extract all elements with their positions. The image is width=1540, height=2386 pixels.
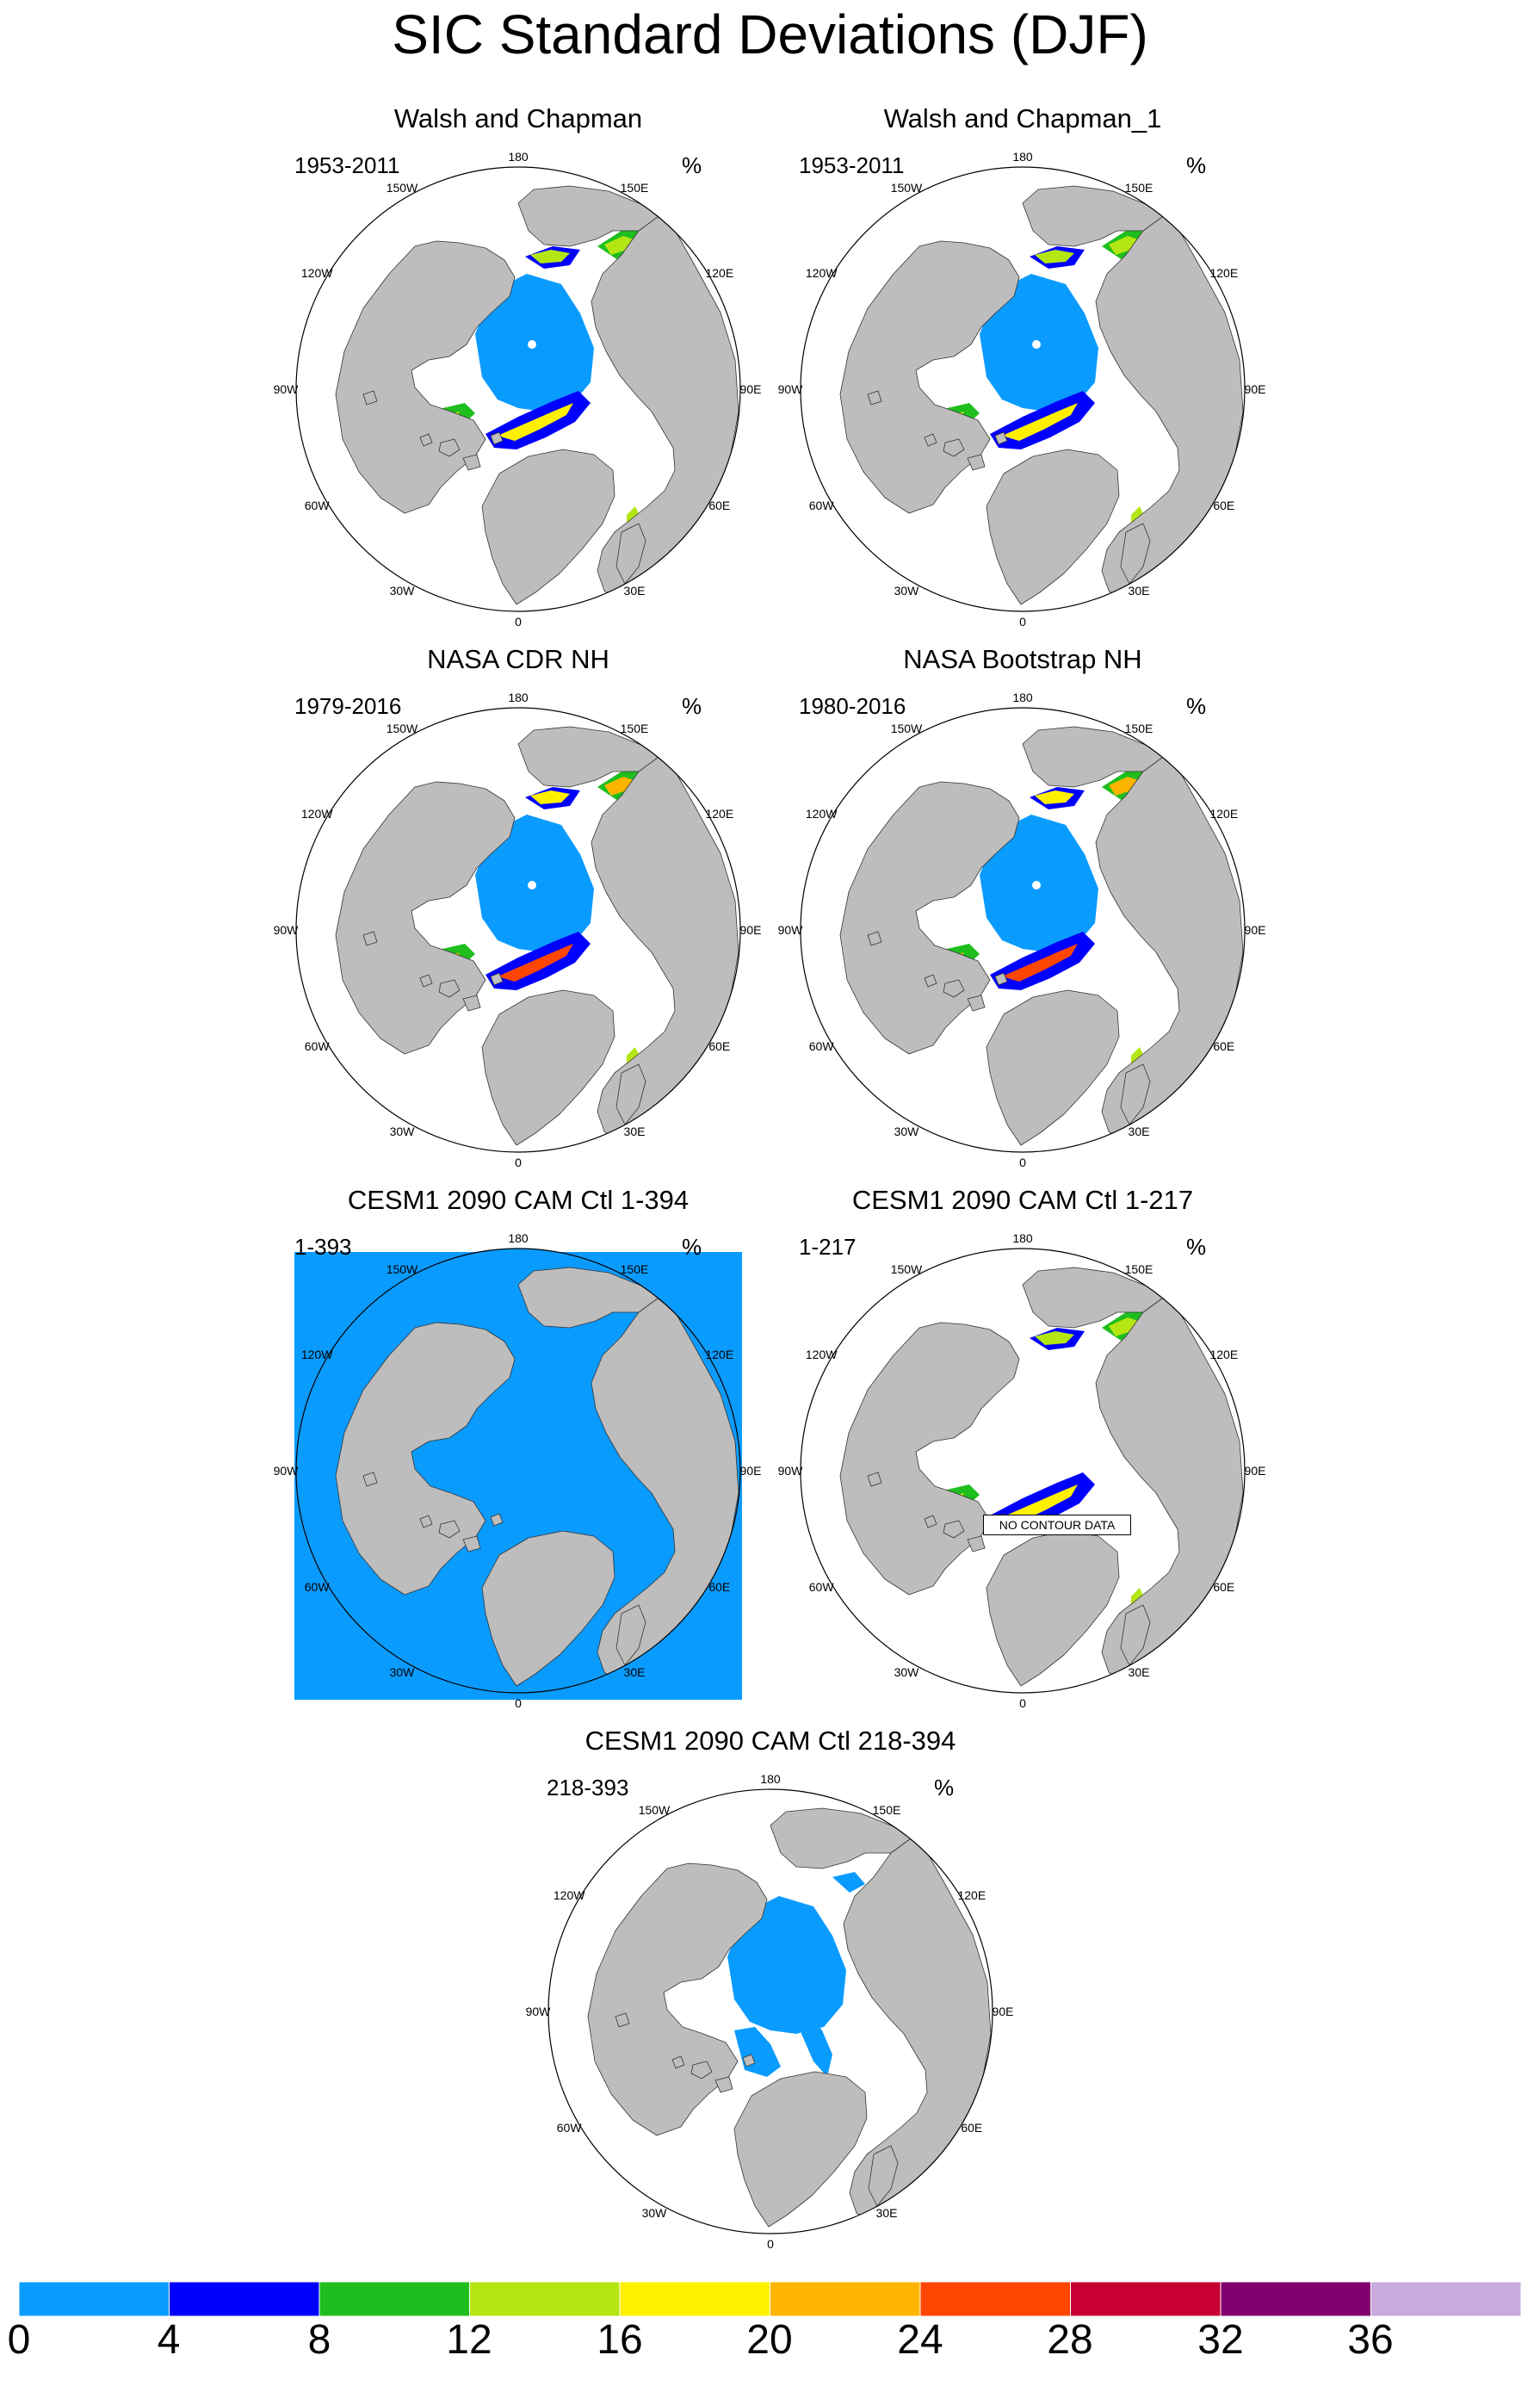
longitude-label: 90E: [1244, 382, 1266, 396]
polar-map: [764, 1183, 1281, 1786]
colorbar-label: 12: [446, 2317, 492, 2363]
longitude-label: 0: [1019, 1156, 1026, 1169]
longitude-label: 60E: [708, 1039, 731, 1053]
longitude-label: 60E: [708, 499, 731, 512]
longitude-label: 30E: [1128, 1124, 1150, 1138]
longitude-label: 90E: [739, 1464, 762, 1478]
longitude-label: 60E: [961, 2121, 983, 2135]
longitude-label: 120W: [805, 807, 838, 821]
colorbar-swatch: [620, 2282, 770, 2316]
longitude-label: 30E: [1128, 1664, 1150, 1679]
polar-map: [764, 642, 1281, 1245]
panel-years: 218-393: [547, 1775, 629, 1800]
longitude-label: 30W: [894, 1124, 919, 1138]
longitude-label: 120E: [705, 1348, 734, 1361]
longitude-label: 180: [508, 150, 529, 164]
longitude-label: 150E: [1124, 722, 1153, 736]
panel-title: Walsh and Chapman: [393, 103, 643, 133]
pole-hole: [528, 881, 536, 889]
pole-hole: [1032, 881, 1041, 889]
panel-years: 1-217: [799, 1234, 857, 1260]
panel-units: %: [1186, 1234, 1207, 1260]
longitude-label: 180: [508, 1231, 529, 1245]
longitude-label: 30E: [623, 1124, 646, 1138]
longitude-label: 120E: [1209, 1348, 1239, 1361]
pole-hole: [528, 340, 536, 349]
panel-title: NASA Bootstrap NH: [903, 644, 1142, 674]
longitude-label: 90W: [273, 382, 299, 396]
colorbar-label: 24: [897, 2317, 943, 2363]
panel-years: 1979-2016: [294, 693, 402, 719]
colorbar-swatch: [1071, 2282, 1221, 2316]
longitude-label: 30W: [389, 583, 415, 598]
map-panel-walsh-chapman: [260, 102, 776, 704]
longitude-label: 90W: [777, 923, 803, 937]
longitude-label: 150W: [890, 181, 923, 195]
longitude-label: 60W: [808, 1580, 834, 1594]
polar-map: [260, 102, 776, 704]
pole-hole: [1032, 340, 1041, 349]
figure-title: SIC Standard Deviations (DJF): [392, 3, 1148, 65]
panel-units: %: [934, 1775, 955, 1800]
panel-title: Walsh and Chapman_1: [883, 103, 1162, 133]
colorbar-swatch: [770, 2282, 921, 2316]
longitude-label: 30E: [1128, 583, 1150, 598]
longitude-label: 90E: [992, 2005, 1014, 2018]
longitude-label: 90W: [273, 1464, 299, 1478]
no-contour-data-label: NO CONTOUR DATA: [983, 1515, 1131, 1535]
longitude-label: 0: [515, 1156, 522, 1169]
longitude-label: 90W: [777, 382, 803, 396]
longitude-label: 90W: [777, 1464, 803, 1478]
map-panel-walsh-chapman-1: [764, 102, 1281, 704]
longitude-label: 90W: [273, 923, 299, 937]
colorbar-swatch: [19, 2282, 170, 2316]
longitude-label: 0: [1019, 615, 1026, 629]
panel-units: %: [682, 152, 702, 178]
longitude-label: 30E: [875, 2205, 898, 2220]
panel-title: NASA CDR NH: [427, 644, 609, 674]
map-panel-cesm1-218-394: [512, 1724, 1029, 2327]
panel-years: 1953-2011: [799, 152, 905, 178]
longitude-label: 0: [1019, 1696, 1026, 1710]
longitude-label: 60W: [556, 2121, 582, 2135]
longitude-label: 90E: [739, 923, 762, 937]
longitude-label: 120W: [300, 807, 333, 821]
panel-title: CESM1 2090 CAM Ctl 218-394: [584, 1726, 956, 1756]
map-panel-cesm1-1-394: [260, 1183, 776, 1786]
longitude-label: 120W: [805, 266, 838, 280]
longitude-label: 150W: [890, 722, 923, 736]
colorbar-label: 16: [597, 2317, 643, 2363]
panel-title: CESM1 2090 CAM Ctl 1-217: [851, 1185, 1194, 1215]
longitude-label: 150E: [620, 181, 649, 195]
longitude-label: 90W: [525, 2005, 551, 2018]
panel-units: %: [682, 1234, 702, 1260]
colorbar-label: 32: [1197, 2317, 1244, 2363]
map-panel-cesm1-1-217: [764, 1183, 1281, 1786]
longitude-label: 120W: [553, 1888, 585, 1902]
longitude-label: 0: [767, 2237, 774, 2251]
longitude-label: 60E: [708, 1580, 731, 1594]
colorbar-label: 4: [157, 2317, 181, 2363]
longitude-label: 60E: [1213, 1580, 1235, 1594]
longitude-label: 120E: [957, 1888, 986, 1902]
longitude-label: 120E: [705, 807, 734, 821]
longitude-label: 150E: [620, 722, 649, 736]
longitude-label: 60W: [808, 1039, 834, 1053]
longitude-label: 90E: [1244, 923, 1266, 937]
longitude-label: 150W: [386, 181, 418, 195]
longitude-label: 60W: [304, 499, 330, 512]
longitude-label: 60E: [1213, 499, 1235, 512]
longitude-label: 60W: [304, 1580, 330, 1594]
colorbar-label: 0: [7, 2317, 31, 2363]
longitude-label: 120E: [705, 266, 734, 280]
longitude-label: 150E: [1124, 1262, 1153, 1277]
longitude-label: 0: [515, 1696, 522, 1710]
longitude-label: 180: [1012, 1231, 1033, 1245]
longitude-label: 60E: [1213, 1039, 1235, 1053]
panel-units: %: [682, 693, 702, 719]
longitude-label: 120W: [805, 1348, 838, 1361]
longitude-label: 180: [1012, 691, 1033, 704]
map-panel-nasa-bootstrap: [764, 642, 1281, 1245]
colorbar-label: 28: [1047, 2317, 1093, 2363]
colorbar-label: 8: [307, 2317, 331, 2363]
longitude-label: 30W: [894, 1664, 919, 1679]
panel-units: %: [1186, 693, 1207, 719]
longitude-label: 150W: [386, 722, 418, 736]
colorbar-swatch: [920, 2282, 1071, 2316]
colorbar-swatch: [170, 2282, 320, 2316]
longitude-label: 120E: [1209, 807, 1239, 821]
panel-title: CESM1 2090 CAM Ctl 1-394: [347, 1185, 690, 1215]
longitude-label: 120E: [1209, 266, 1239, 280]
longitude-label: 120W: [300, 266, 333, 280]
longitude-label: 150W: [386, 1262, 418, 1277]
colorbar-swatch: [319, 2282, 470, 2316]
panel-years: 1953-2011: [294, 152, 400, 178]
panel-years: 1980-2016: [799, 693, 906, 719]
panel-years: 1-393: [294, 1234, 352, 1260]
longitude-label: 30W: [389, 1124, 415, 1138]
longitude-label: 150E: [1124, 181, 1153, 195]
colorbar-swatch: [1221, 2282, 1371, 2316]
longitude-label: 180: [760, 1772, 781, 1786]
longitude-label: 30W: [894, 583, 919, 598]
colorbar-swatch: [1371, 2282, 1522, 2316]
colorbar-label: 20: [746, 2317, 793, 2363]
longitude-label: 0: [515, 615, 522, 629]
longitude-label: 120W: [300, 1348, 333, 1361]
longitude-label: 30E: [623, 1664, 646, 1679]
longitude-label: 60W: [304, 1039, 330, 1053]
longitude-label: 60W: [808, 499, 834, 512]
map-panel-nasa-cdr: [260, 642, 776, 1245]
longitude-label: 180: [1012, 150, 1033, 164]
polar-map: [260, 642, 776, 1245]
longitude-label: 150W: [638, 1803, 671, 1818]
colorbar-label: 36: [1347, 2317, 1394, 2363]
longitude-label: 150W: [890, 1262, 923, 1277]
longitude-label: 150E: [872, 1803, 901, 1818]
longitude-label: 90E: [739, 382, 762, 396]
longitude-label: 30W: [641, 2205, 667, 2220]
polar-map: [260, 1183, 776, 1786]
longitude-label: 180: [508, 691, 529, 704]
longitude-label: 30W: [389, 1664, 415, 1679]
panel-units: %: [1186, 152, 1207, 178]
colorbar-swatch: [470, 2282, 621, 2316]
colorbar: [19, 2282, 1521, 2316]
longitude-label: 150E: [620, 1262, 649, 1277]
longitude-label: 90E: [1244, 1464, 1266, 1478]
polar-map: [512, 1724, 1029, 2327]
polar-map: [764, 102, 1281, 704]
longitude-label: 30E: [623, 583, 646, 598]
